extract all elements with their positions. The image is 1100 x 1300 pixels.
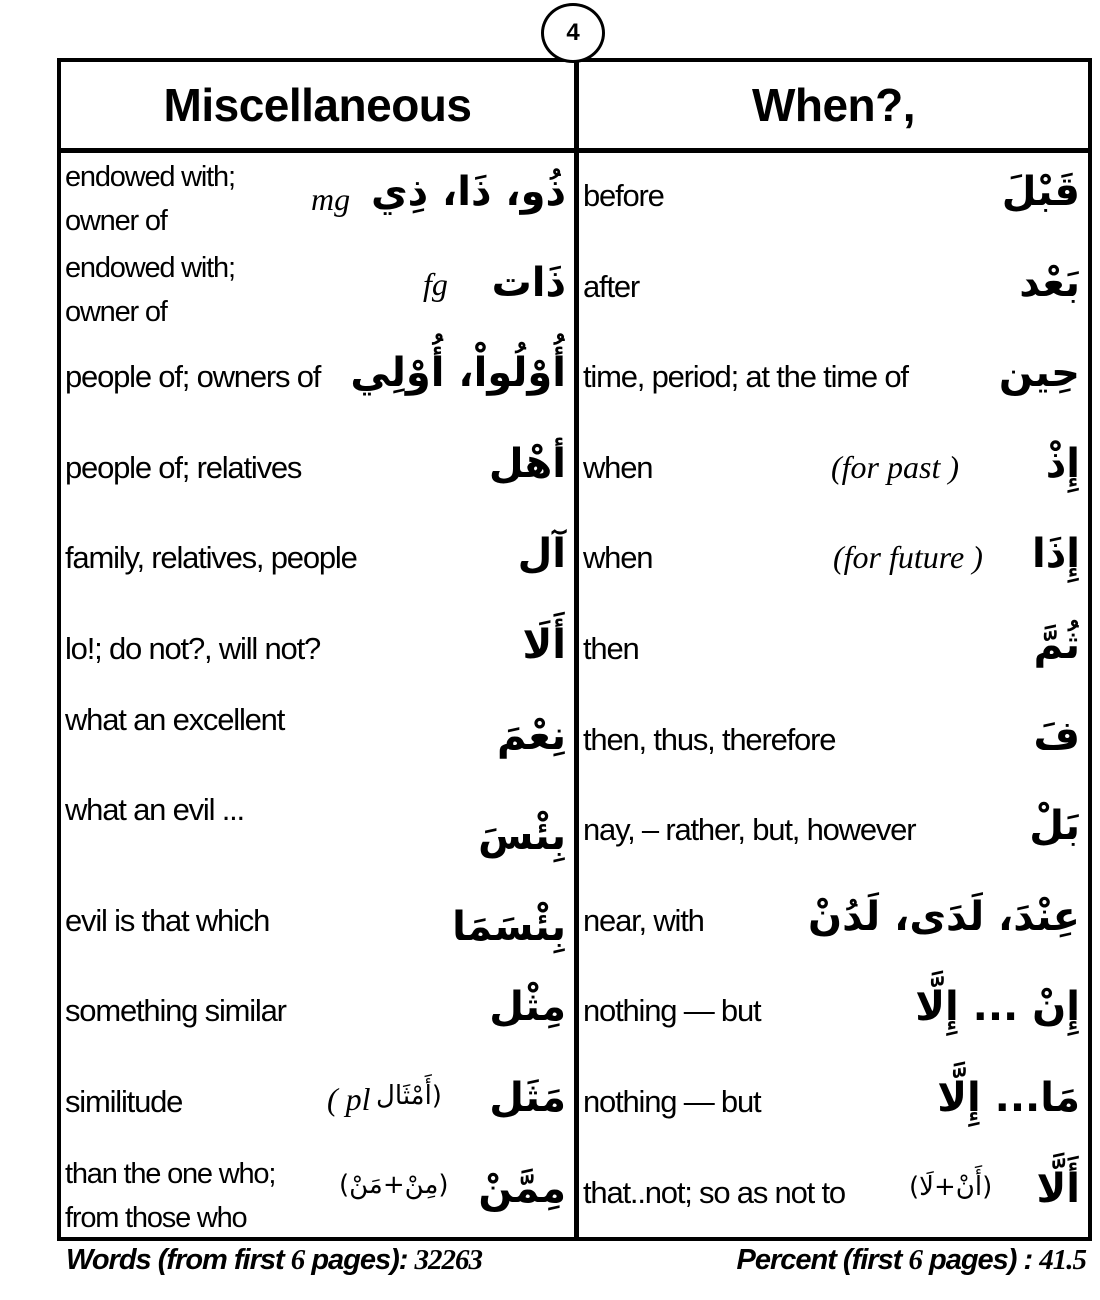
arabic-word: عِنْدَ، لَدَى، لَدُنْ: [807, 893, 1080, 940]
english-meaning: people of; relatives: [65, 449, 302, 485]
vocab-row: [579, 968, 1088, 1059]
vocab-row: [579, 1059, 1088, 1150]
english-meaning: evil is that which: [65, 902, 270, 938]
vocab-row: [579, 425, 1088, 516]
vocab-row: [61, 515, 574, 606]
english-meaning: endowed with; owner of: [65, 161, 235, 237]
arabic-word: أَلَّا: [1036, 1165, 1080, 1212]
arabic-note: (أَنْ+لَا): [909, 1171, 993, 1202]
vocab-row: [579, 153, 1088, 244]
vocab-row: [579, 697, 1088, 788]
english-meaning: when: [583, 449, 653, 485]
vocab-row: [61, 425, 574, 516]
english-meaning: what an evil ...: [65, 792, 244, 828]
vocab-row: [579, 787, 1088, 878]
footer-word-count: [66, 1244, 482, 1277]
vocab-row: [61, 878, 574, 969]
english-meaning: time, period; at the time of: [583, 359, 908, 395]
grammar-note: (for past ): [831, 448, 959, 485]
words-pages: 6: [290, 1244, 305, 1276]
english-meaning: that..not; so as not to: [583, 1174, 845, 1210]
arabic-word: مَثَل: [489, 1075, 566, 1121]
arabic-word: إِذَا: [1032, 531, 1080, 578]
english-meaning: lo!; do not?, will not?: [65, 631, 321, 666]
percent-pages: 6: [908, 1244, 922, 1276]
english-meaning: something similar: [65, 993, 286, 1029]
english-meaning: nay, – rather, but, however: [583, 812, 916, 848]
grammar-note: ( pl: [327, 1081, 371, 1117]
arabic-word: إِنْ ... إِلَّا: [915, 984, 1080, 1031]
arabic-word: بِئْسَمَا: [452, 903, 566, 950]
right-column-title: When?,: [751, 79, 916, 131]
grammar-note: (for future ): [833, 539, 983, 576]
vocab-row: [61, 787, 574, 878]
arabic-word: فَ: [1033, 712, 1080, 759]
arabic-word: ذَات: [491, 259, 566, 306]
arabic-word: حِين: [998, 350, 1080, 397]
arabic-word: آل: [517, 531, 566, 578]
english-meaning: than the one who; from those who: [65, 1157, 276, 1234]
english-meaning: before: [583, 178, 664, 213]
arabic-word: بِئْسَ: [478, 813, 566, 860]
words-value: 32263: [414, 1244, 483, 1276]
arabic-word: أهْل: [488, 440, 566, 487]
arabic-word: مِمَّنْ: [478, 1165, 566, 1212]
vocab-row: [579, 878, 1088, 969]
words-label: Words (from first: [66, 1244, 284, 1276]
vocab-row: [61, 1059, 574, 1150]
vocab-row: [579, 606, 1088, 697]
vocab-row: [61, 153, 574, 244]
arabic-word: ذُو، ذَا، ذِي: [370, 169, 566, 215]
vocab-row: [579, 334, 1088, 425]
vocab-row: [579, 1150, 1088, 1241]
arabic-word: بَلْ: [1029, 803, 1080, 850]
footer-percent: [736, 1244, 1086, 1277]
arabic-word: مِثْل: [489, 984, 566, 1031]
english-meaning: nothing — but: [583, 993, 761, 1029]
page-number: 4: [566, 19, 580, 46]
vocab-row: [61, 697, 574, 788]
vocab-row: [61, 1150, 574, 1241]
vocab-row: [579, 515, 1088, 606]
vocab-row: [61, 968, 574, 1059]
arabic-word: مَا... إِلَّا: [937, 1075, 1080, 1121]
vocab-row: [61, 334, 574, 425]
vocab-row: [61, 244, 574, 335]
arabic-word: نِعْمَ: [497, 712, 566, 759]
english-meaning: endowed with; owner of: [65, 251, 235, 328]
english-meaning: near, with: [583, 902, 704, 938]
arabic-word: قَبْلَ: [1001, 169, 1080, 215]
percent-suffix: pages) :: [921, 1244, 1033, 1276]
english-meaning: people of; owners of: [65, 359, 321, 395]
arabic-word: إِذْ: [1045, 440, 1080, 487]
arabic-note: (أَمْثَال: [376, 1081, 442, 1111]
english-meaning: then: [583, 631, 639, 666]
left-column-title: Miscellaneous: [163, 79, 472, 131]
english-meaning: what an excellent: [65, 701, 285, 737]
grammar-note: mg: [311, 181, 351, 217]
arabic-note: (مِنْ+مَنْ): [339, 1169, 449, 1200]
vocab-row: [579, 244, 1088, 335]
arabic-word: أُوْلُواْ، أُوْلِي: [350, 350, 566, 397]
percent-label: Percent (first: [736, 1244, 902, 1276]
vocab-row: [61, 606, 574, 697]
grammar-note: fg: [423, 265, 448, 302]
page-number-badge: [541, 3, 605, 63]
english-meaning: then, thus, therefore: [583, 721, 836, 757]
arabic-word: بَعْد: [1019, 259, 1080, 306]
words-suffix: pages):: [304, 1244, 408, 1276]
arabic-word: ثُمَّ: [1033, 622, 1080, 668]
column-divider: [574, 58, 579, 1241]
english-meaning: after: [583, 268, 640, 304]
english-meaning: family, relatives, people: [65, 540, 357, 576]
english-meaning: similitude: [65, 1084, 183, 1119]
english-meaning: nothing — but: [583, 1084, 761, 1119]
english-meaning: when: [583, 540, 653, 576]
percent-value: 41.5: [1039, 1244, 1086, 1276]
arabic-word: أَلَا: [522, 622, 566, 668]
